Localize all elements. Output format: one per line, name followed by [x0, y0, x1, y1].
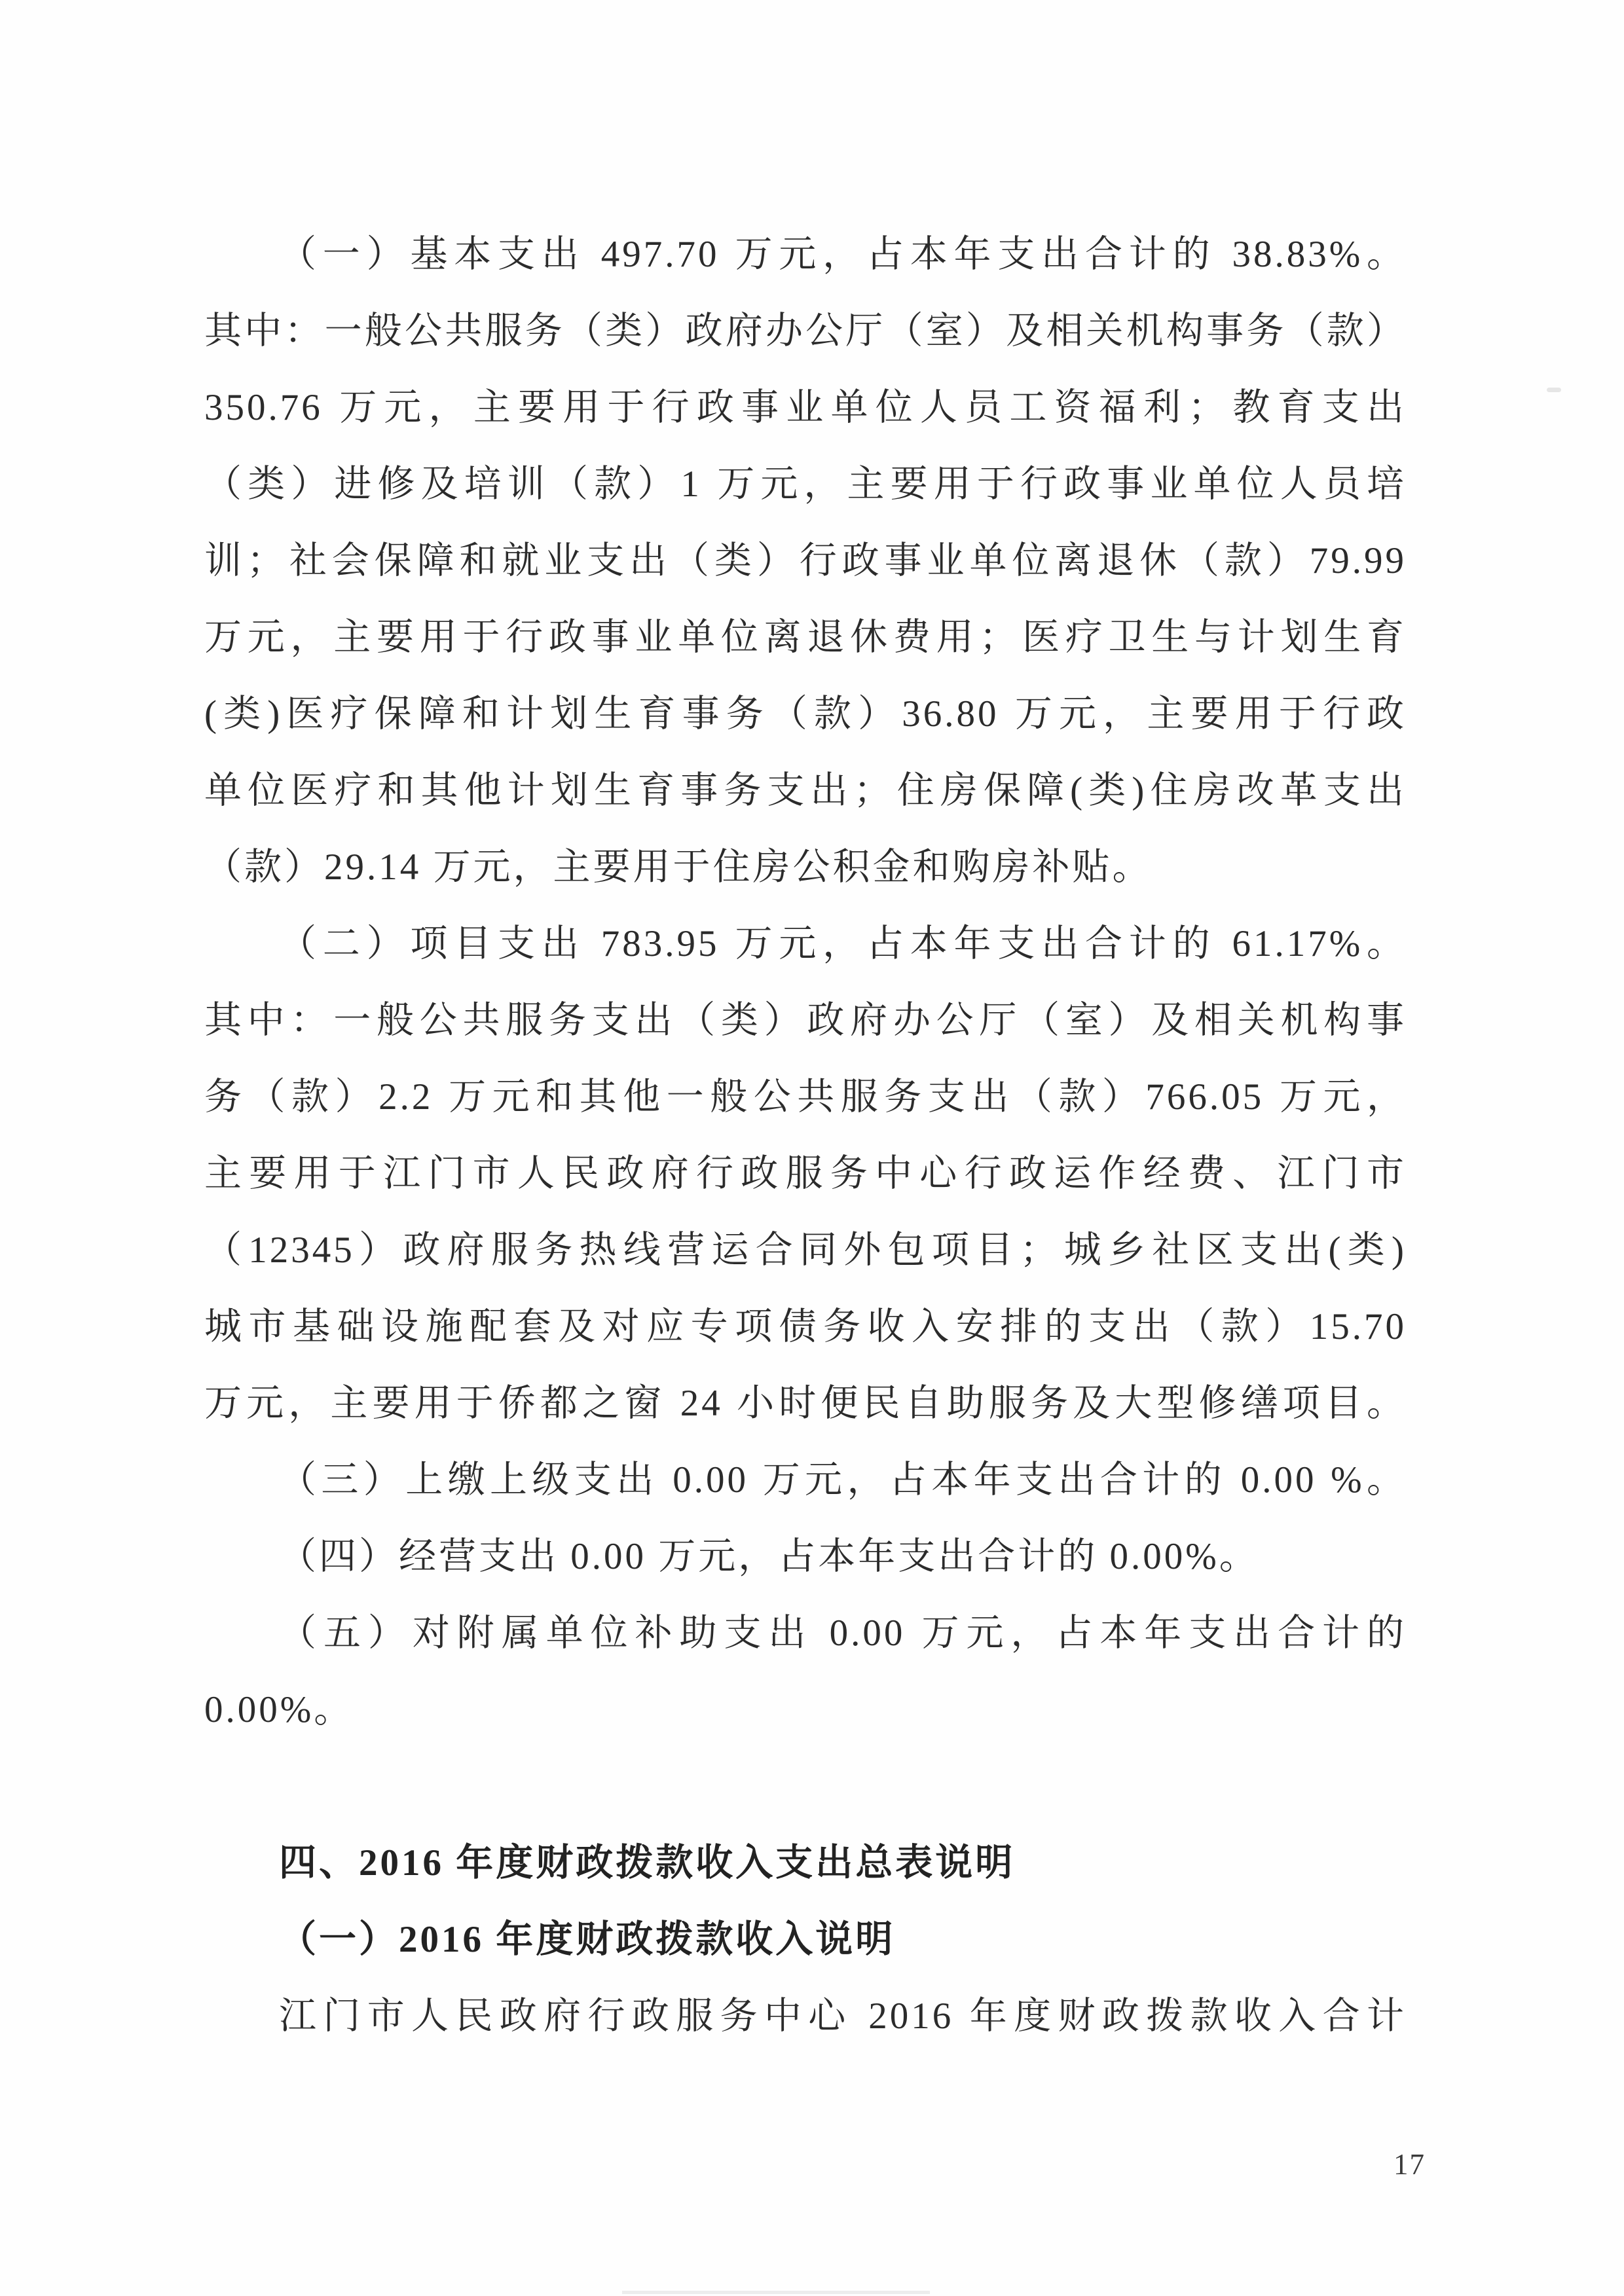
text-line: （12345）政府服务热线营运合同外包项目；城乡社区支出(类) — [204, 1230, 1407, 1271]
text-line: 其中：一般公共服务（类）政府办公厅（室）及相关机构事务（款） — [204, 310, 1407, 352]
text-line: 主要用于江门市人民政府行政服务中心行政运作经费、江门市 — [204, 1153, 1407, 1194]
text-line: 城市基础设施配套及对应专项债务收入安排的支出（款）15.70 — [204, 1306, 1407, 1347]
scan-edge-artifact — [622, 2291, 930, 2294]
text-line: 0.00%。 — [204, 1689, 354, 1730]
text-line: （五）对附属单位补助支出 0.00 万元，占本年支出合计的 — [279, 1613, 1407, 1654]
text-line: （二）项目支出 783.95 万元，占本年支出合计的 61.17%。 — [279, 923, 1407, 964]
text-line: 万元，主要用于行政事业单位离退休费用；医疗卫生与计划生育 — [204, 617, 1407, 658]
text-line: （三）上缴上级支出 0.00 万元，占本年支出合计的 0.00 %。 — [279, 1459, 1407, 1501]
section-heading: （一）2016 年度财政拨款收入说明 — [279, 1919, 896, 1960]
blank-line — [204, 1748, 1407, 1825]
text-line: 350.76 万元，主要用于行政事业单位人员工资福利；教育支出 — [204, 387, 1407, 428]
text-line: （一）基本支出 497.70 万元，占本年支出合计的 38.83%。 — [279, 234, 1407, 275]
text-line: 万元，主要用于侨都之窗 24 小时便民自助服务及大型修缮项目。 — [204, 1383, 1407, 1424]
text-line: （类）进修及培训（款）1 万元，主要用于行政事业单位人员培 — [204, 464, 1407, 505]
text-line: 其中：一般公共服务支出（类）政府办公厅（室）及相关机构事 — [204, 1000, 1407, 1041]
text-line: （四）经营支出 0.00 万元，占本年支出合计的 0.00%。 — [279, 1536, 1259, 1577]
text-line: （款）29.14 万元，主要用于住房公积金和购房补贴。 — [204, 847, 1153, 888]
text-line: 单位医疗和其他计划生育事务支出；住房保障(类)住房改革支出 — [204, 770, 1407, 811]
text-line: 务（款）2.2 万元和其他一般公共服务支出（款）766.05 万元， — [204, 1076, 1407, 1118]
text-line: (类)医疗保障和计划生育事务（款）36.80 万元，主要用于行政 — [204, 693, 1407, 735]
text-block — [204, 216, 1407, 2054]
page-number: 17 — [1393, 2148, 1426, 2181]
section-heading: 四、2016 年度财政拨款收入支出总表说明 — [279, 1842, 1016, 1884]
text-line: 训；社会保障和就业支出（类）行政事业单位离退休（款）79.99 — [204, 540, 1407, 581]
text-line: 江门市人民政府行政服务中心 2016 年度财政拨款收入合计 — [279, 1995, 1407, 2037]
scan-artifact — [1547, 388, 1561, 392]
